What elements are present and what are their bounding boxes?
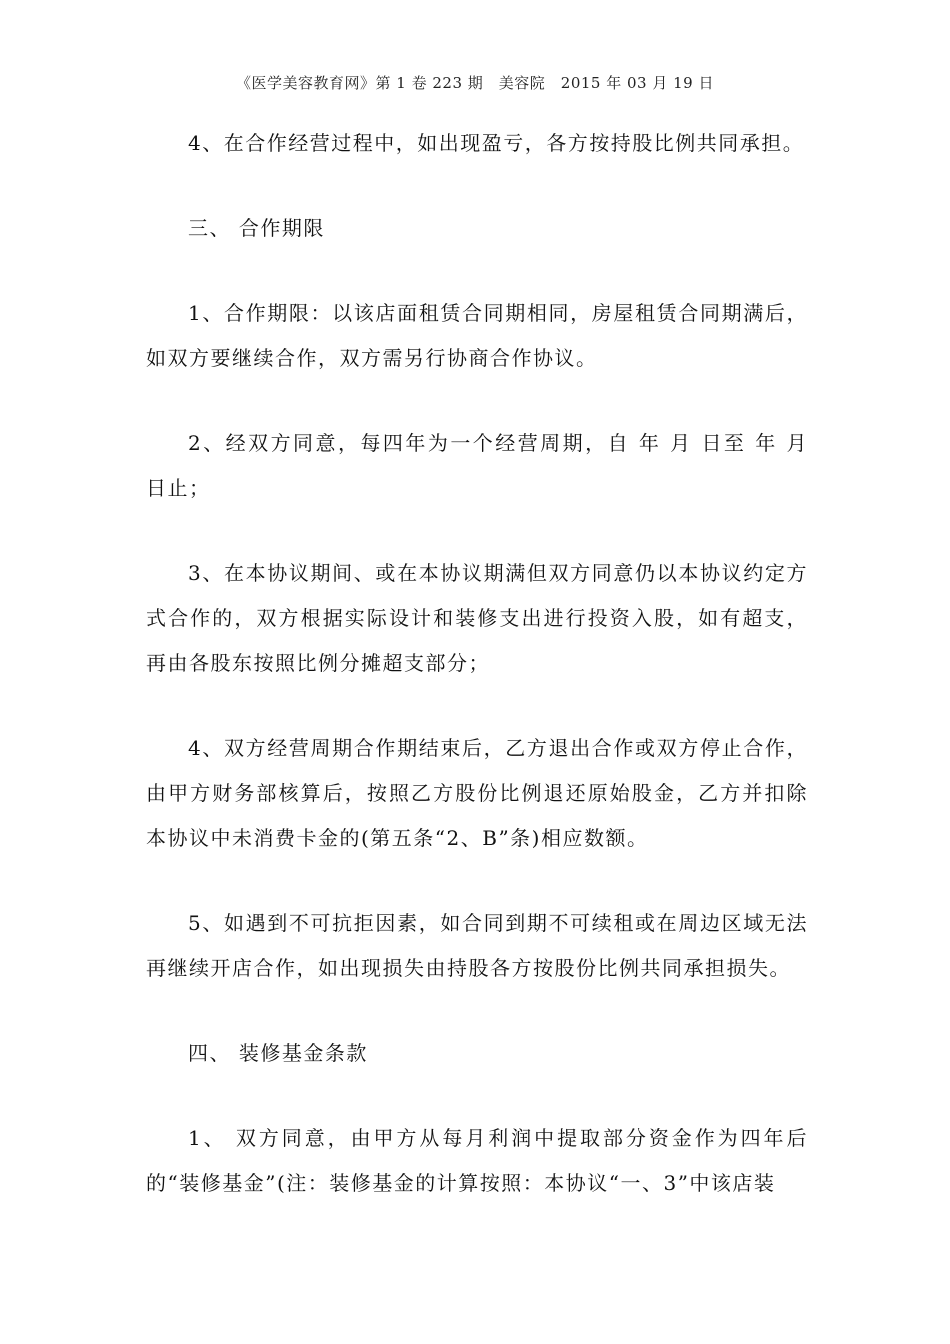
section-heading-cooperation-term: 三、 合作期限 [188,216,325,240]
paragraph-term-lease: 1、合作期限：以该店面租赁合同期相同，房屋租赁合同期满后，如双方要继续合作，双方需另行协商合作协议。 [146,301,808,370]
paragraph-renovation-fund: 1、 双方同意，由甲方从每月利润中提取部分资金作为四年后的“装修基金”(注：装修基金的计算按照：本协议“一、3”中该店装 [146,1126,808,1195]
paragraph-loss-sharing: 4、在合作经营过程中，如出现盈亏，各方按持股比例共同承担。 [188,131,805,155]
paragraph-force-majeure: 5、如遇到不可抗拒因素，如合同到期不可续租或在周边区域无法再继续开店合作，如出现损失由持股各方按股份比例共同承担损失。 [146,911,808,980]
section-heading-renovation-fund: 四、 装修基金条款 [188,1041,368,1065]
paragraph-business-cycle: 2、经双方同意，每四年为一个经营周期，自 年 月 日至 年 月 日止； [146,431,808,500]
running-header: 《医学美容教育网》第 1 卷 223 期 美容院 2015 年 03 月 19 日 [236,74,714,92]
paragraph-investment-overrun: 3、在本协议期间、或在本协议期满但双方同意仍以本协议约定方式合作的，双方根据实际设计和装修支出进行投资入股，如有超支，再由各股东按照比例分摊超支部分； [146,561,808,675]
document-body [146,121,808,1246]
paragraph-exit-refund: 4、双方经营周期合作期结束后，乙方退出合作或双方停止合作，由甲方财务部核算后，按照乙方股份比例退还原始股金，乙方并扣除本协议中未消费卡金的(第五条“2、B”条)相应数额。 [146,736,808,850]
